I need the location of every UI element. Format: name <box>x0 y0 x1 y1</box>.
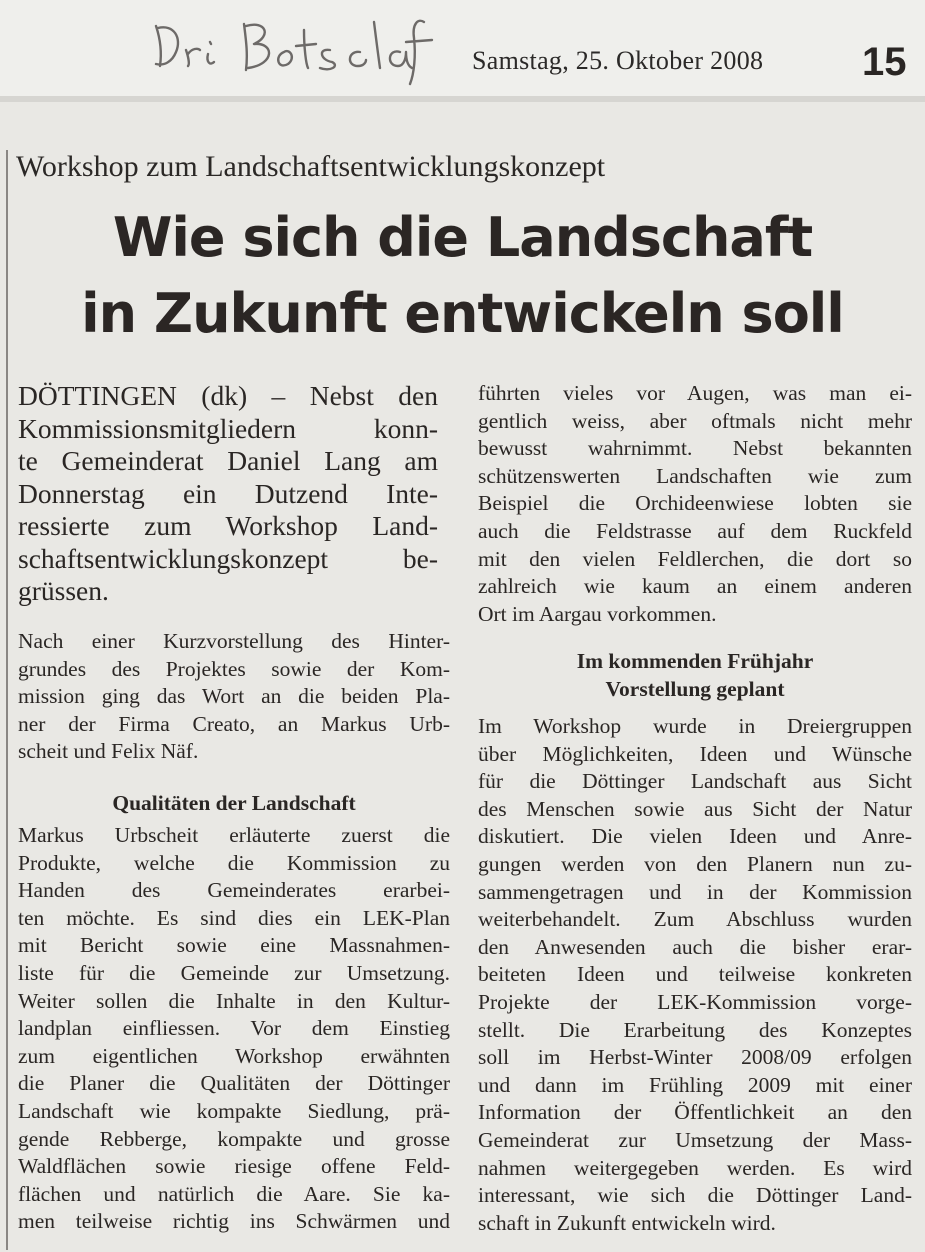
text-line: mit Bericht sowie eine Massnahmen- <box>18 933 450 958</box>
text-line: flächen und natürlich die Aare. Sie ka- <box>18 1181 450 1206</box>
text-line: auch die Feldstrasse auf dem Ruckfeld <box>478 518 912 543</box>
text-line: Handen des Gemeinderates erarbei- <box>18 878 450 903</box>
text-line: Information der Öffentlichkeit an den <box>478 1100 912 1125</box>
text-line: beiteten Ideen und teilweise konkreten <box>478 962 912 987</box>
text-line: ten möchte. Es sind dies ein LEK-Plan <box>18 905 450 930</box>
text-line: den Anwesenden auch die bisher erar- <box>478 934 912 959</box>
text-line: diskutiert. Die vielen Ideen und Anre- <box>478 824 912 849</box>
paragraph-workshop <box>478 713 912 1237</box>
text-line: Markus Urbscheit erläuterte zuerst die <box>18 823 450 847</box>
lead-line: te Gemeinderat Daniel Lang am <box>18 445 438 476</box>
text-line: Gemeinderat zur Umsetzung der Mass- <box>478 1127 912 1152</box>
paragraph-landscapes <box>478 380 912 628</box>
text-line: interessant, wie sich die Döttinger Land- <box>478 1183 912 1208</box>
text-line: scheit und Felix Näf. <box>18 739 199 764</box>
page-header <box>0 0 925 102</box>
text-line: Weiter sollen die Inhalte in den Kultur- <box>18 988 450 1013</box>
text-line: gende Rebberge, kompakte und grosse <box>18 1126 450 1151</box>
text-line: Produkte, welche die Kommission zu <box>18 850 450 875</box>
lead-line: ressierte zum Workshop Land- <box>18 510 438 541</box>
article-headline <box>0 200 925 352</box>
paragraph-intro <box>18 628 450 766</box>
text-line: schützenswerten Landschaften wie zum <box>478 463 912 488</box>
text-line: grundes des Projektes sowie der Kom- <box>18 656 450 681</box>
publication-date: Samstag, 25. Oktober 2008 <box>472 46 764 75</box>
handwritten-source-note <box>148 8 438 88</box>
lead-line: schaftsentwicklungskonzept be- <box>18 542 438 574</box>
text-line: für die Döttinger Landschaft aus Sicht <box>478 769 912 794</box>
text-line: bewusst wahrnimmt. Nebst bekannten <box>478 436 912 461</box>
text-line: Waldflächen sowie riesige offene Feld- <box>18 1154 450 1179</box>
subheading-fruehjahr <box>478 648 912 703</box>
text-line: mit den vielen Feldlerchen, die dort so <box>478 546 912 571</box>
text-line: Projekte der LEK-Kommission vorge- <box>478 989 912 1014</box>
text-line: zum eigentlichen Workshop erwähnten <box>18 1043 450 1068</box>
text-line: Landschaft wie kompakte Siedlung, prä- <box>18 1098 450 1123</box>
text-line: ner der Firma Creato, an Markus Urb- <box>18 711 450 736</box>
lead-line: grüssen. <box>18 575 109 606</box>
paragraph-products <box>18 822 450 1236</box>
text-line: zahlreich wie kaum an einem anderen <box>478 574 912 599</box>
article-kicker: Workshop zum Landschaftsentwicklungskonzept <box>16 150 606 183</box>
text-line: weiterbehandelt. Zum Abschluss wurden <box>478 907 912 932</box>
subheading-line-1: Im kommenden Frühjahr <box>576 649 814 673</box>
text-line: Ort im Aargau vorkommen. <box>478 601 717 626</box>
lead-line: Donnerstag ein Dutzend Inte- <box>18 477 438 509</box>
text-line: und dann im Frühling 2009 mit einer <box>478 1072 912 1097</box>
text-line: schaft in Zukunft entwickeln wird. <box>478 1210 776 1235</box>
text-line: liste für die Gemeinde zur Umsetzung. <box>18 960 450 985</box>
text-line: Beispiel die Orchideenwiese lobten sie <box>478 491 912 516</box>
lead-line: Kommissionsmitgliedern konn- <box>18 412 438 444</box>
text-line: stellt. Die Erarbeitung des Konzeptes <box>478 1017 912 1042</box>
text-line: landplan einfliessen. Vor dem Einstieg <box>18 1016 450 1041</box>
subheading-qualitaeten: Qualitäten der Landschaft <box>112 791 356 815</box>
text-line: nahmen weitergegeben werden. Es wird <box>478 1155 912 1180</box>
text-line: Im Workshop wurde in Dreiergruppen <box>478 714 912 738</box>
headline-line-2: in Zukunft entwickeln soll <box>81 282 844 345</box>
lead-line: DÖTTINGEN (dk) – Nebst den <box>18 380 438 411</box>
text-line: mission ging das Wort an die beiden Pla- <box>18 684 450 709</box>
subheading-line-2: Vorstellung geplant <box>605 676 785 701</box>
text-line: gentlich weiss, aber oftmals nicht mehr <box>478 408 912 433</box>
text-line: soll im Herbst-Winter 2008/09 erfolgen <box>478 1045 912 1070</box>
headline-line-1: Wie sich die Landschaft <box>112 206 813 269</box>
text-line: gungen werden von den Planern nun zu- <box>478 851 912 876</box>
text-line: des Menschen sowie aus Sicht der Natur <box>478 796 912 821</box>
text-line: die Planer die Qualitäten der Döttinger <box>18 1071 450 1096</box>
page-number: 15 <box>862 40 907 84</box>
text-line: men teilweise richtig ins Schwärmen und <box>18 1209 450 1234</box>
text-line: über Möglichkeiten, Ideen und Wünsche <box>478 741 912 766</box>
text-line: führten vieles vor Augen, was man ei- <box>478 381 912 405</box>
article-lead <box>18 380 438 608</box>
text-line: sammengetragen und in der Kommission <box>478 879 912 904</box>
text-line: Nach einer Kurzvorstellung des Hinter- <box>18 629 450 653</box>
svg-text:Die Botschaft: Die Botschaft <box>148 84 154 85</box>
